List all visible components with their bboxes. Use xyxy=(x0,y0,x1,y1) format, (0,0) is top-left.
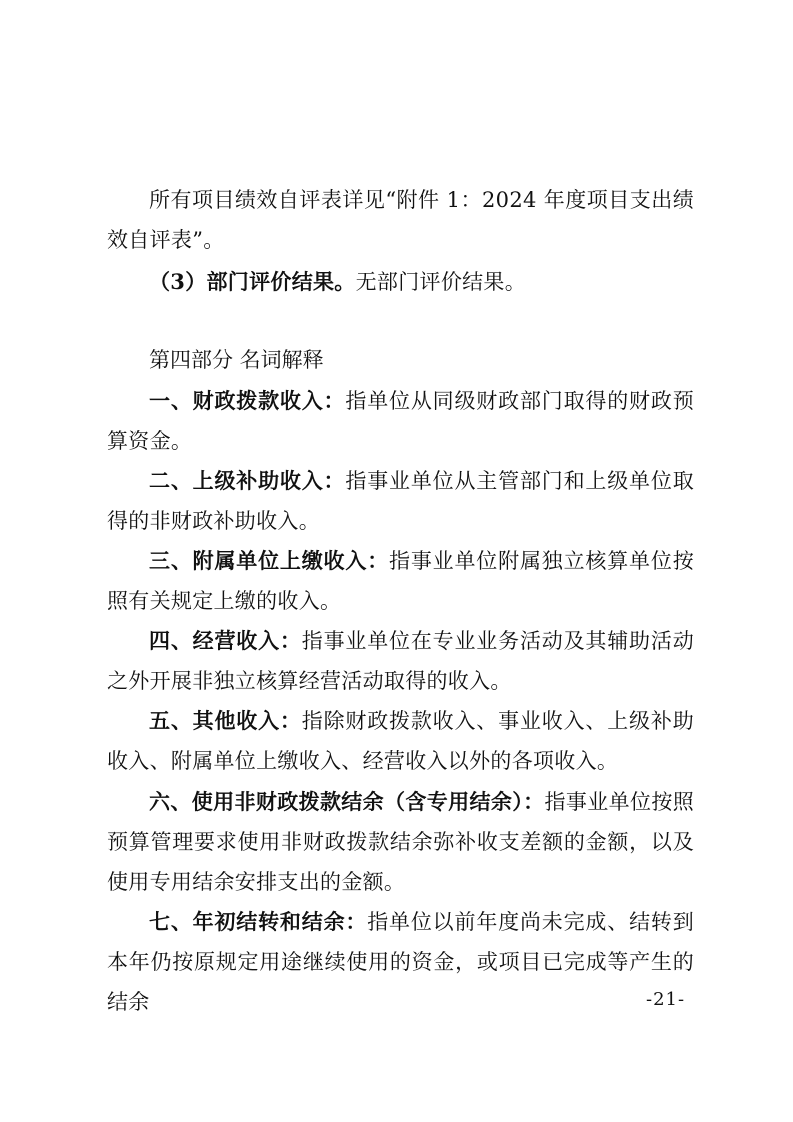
department-evaluation-paragraph xyxy=(107,262,694,302)
definition-term: 四、经营收入： xyxy=(149,628,302,653)
definition-text: 指单位以前年度尚未完成、结转到本年仍按原规定用途继续使用的资金，或项目已完成等产生的结余 xyxy=(107,910,695,1014)
definition-term: 五、其他收入： xyxy=(149,708,302,733)
definition-text: 指事业单位按照预算管理要求使用非财政拨款结余弥补收支差额的金额，以及使用专用结余安排支出的金额。 xyxy=(107,790,694,894)
definition-text: 指事业单位附属独立核算单位按照有关规定上缴的收入。 xyxy=(107,549,694,613)
definition-term: 六、使用非财政拨款结余（含专用结余）： xyxy=(149,789,545,814)
definition-paragraph xyxy=(107,782,694,902)
department-evaluation-heading: （3）部门评价结果。 xyxy=(149,269,356,294)
attachment-reference-paragraph: 所有项目绩效自评表详见“附件 1：2024 年度项目支出绩效自评表”。 xyxy=(107,188,694,252)
section-title: 第四部分 名词解释 xyxy=(149,348,324,372)
definition-paragraph xyxy=(107,701,694,781)
definition-term: 三、附属单位上缴收入： xyxy=(149,548,390,573)
definition-term: 七、年初结转和结余： xyxy=(149,909,368,934)
definition-text: 指事业单位在专业业务活动及其辅助活动之外开展非独立核算经营活动取得的收入。 xyxy=(107,629,694,693)
definition-term: 一、财政拨款收入： xyxy=(149,388,346,413)
definition-paragraph xyxy=(107,461,694,541)
definition-text: 指除财政拨款收入、事业收入、上级补助收入、附属单位上缴收入、经营收入以外的各项收入。 xyxy=(107,709,694,773)
definition-text: 指事业单位从主管部门和上级单位取得的非财政补助收入。 xyxy=(107,469,694,533)
definition-term: 二、上级补助收入： xyxy=(149,468,346,493)
department-evaluation-text: 无部门评价结果。 xyxy=(355,270,527,294)
definition-paragraph xyxy=(107,541,694,621)
definition-text: 指单位从同级财政部门取得的财政预算资金。 xyxy=(107,389,694,453)
definition-paragraph xyxy=(107,381,694,461)
definition-paragraph xyxy=(107,902,694,1022)
definition-paragraph xyxy=(107,621,694,701)
page-number: -21- xyxy=(646,989,686,1010)
